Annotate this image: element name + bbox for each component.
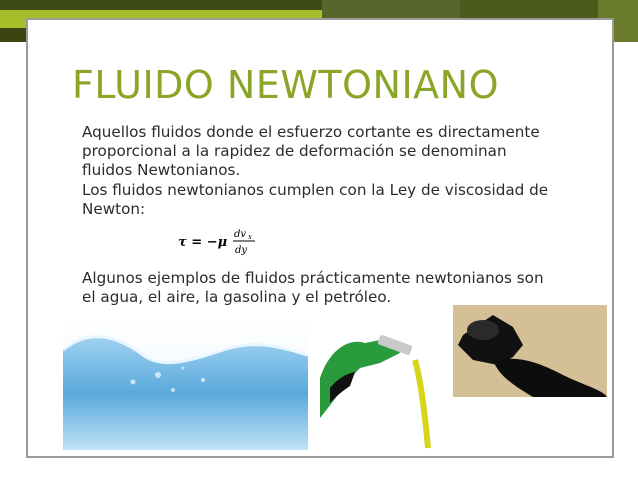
formula-numerator: dv xyxy=(234,229,247,240)
oil-spill-image xyxy=(453,305,607,397)
law-paragraph: Los fluidos newtonianos cumplen con la Ley de viscosidad de Newton: xyxy=(82,181,549,218)
water-wave-image xyxy=(63,320,308,450)
examples-paragraph: Algunos ejemplos de fluidos prácticamente newtonianos son el agua, el aire, la gasolina y el petróleo. xyxy=(82,269,544,306)
gasoline-nozzle-image xyxy=(320,308,440,450)
formula-numerator-sub: x xyxy=(248,233,252,241)
viscosity-formula xyxy=(178,226,258,258)
formula-lhs: τ = −μ xyxy=(178,235,228,250)
slide-title: FLUIDO NEWTONIANO xyxy=(72,63,500,107)
formula-denominator: dy xyxy=(235,245,248,256)
definition-paragraph: Aquellos fluidos donde el esfuerzo cortante es directamente proporcional a la rapidez de deformación se denominan fluidos Newtonianos. xyxy=(82,123,540,179)
